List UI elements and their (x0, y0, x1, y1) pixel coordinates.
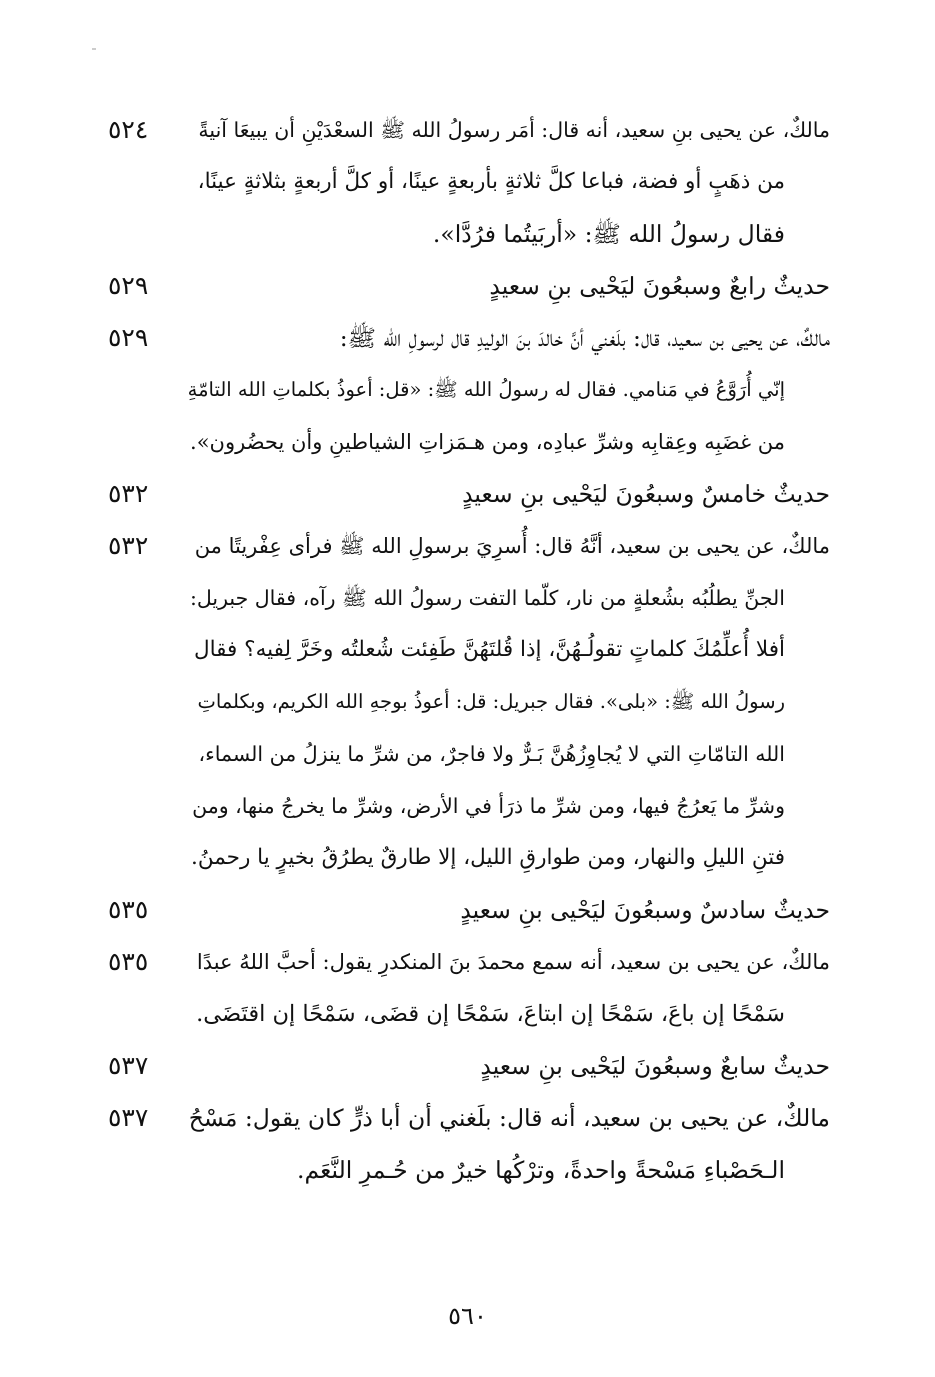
heading-text (188, 1040, 830, 1092)
text-line: إنّي أُرَوَّعُ في مَنامي. فقال له رسولُ الله ﷺ: «قل: أعوذُ بكلماتِ الله التامّةِ (188, 378, 785, 401)
heading-line: حديثٌ سابعٌ وسبعُونَ ليَحْيى بنِ سعيدٍ (480, 1052, 830, 1080)
hadith-paragraph (108, 312, 830, 468)
text-line: رسولُ الله ﷺ: «بلى». فقال جبريل: قل: أعوذُ بوجهِ الله الكريم، وبكلماتِ (197, 690, 785, 713)
text-line: سَمْحًا إن باعَ، سَمْحًا إن ابتاعَ، سَمْحًا إن قضَى، سَمْحًا إن اقتَضَى. (196, 1001, 785, 1027)
hadith-text (188, 104, 830, 260)
heading-number: ٥٢٩ (108, 271, 149, 300)
hadith-paragraph (108, 936, 830, 1040)
hadith-number: ٥٣٢ (108, 531, 149, 560)
text-line: الجنِّ يطلُبُه بشُعلةٍ من نار، كلّما التفت رسولُ الله ﷺ رآه، فقال جبريل: (189, 586, 785, 610)
hadith-number: ٥٢٤ (108, 115, 149, 144)
hadith-number: ٥٣٧ (108, 1103, 149, 1132)
heading-line: حديثٌ رابعٌ وسبعُونَ ليَحْيى بنِ سعيدٍ (489, 272, 830, 300)
section-heading (108, 260, 830, 312)
text-line: مالكٌ، عن يحيى بن سعيد، أنه قال: بلَغني أن أبا ذرٍّ كان يقول: مَسْحُ (188, 1104, 830, 1132)
text-line: الـحَصْباءِ مَسْحةً واحدةً، وترْكُها خيرٌ من حُـمرِ النَّعَم. (297, 1156, 785, 1184)
text-line: من ذهَبٍ أو فضة، فباعا كلَّ ثلاثةٍ بأربعةٍ عينًا، أو كلَّ أربعةٍ بثلاثةٍ عينًا، (197, 169, 785, 194)
hadith-text (188, 520, 830, 884)
heading-number: ٥٣٥ (108, 895, 149, 924)
scan-mark (92, 48, 96, 50)
heading-text (188, 260, 830, 312)
section-heading (108, 1040, 830, 1092)
hadith-text (188, 1092, 830, 1196)
section-heading (108, 468, 830, 520)
hadith-number: ٥٣٥ (108, 947, 149, 976)
text-line: مالكٌ، عن يحيى بن سعيد، أنَّهُ قال: أُسرِيَ برسولِ الله ﷺ فرأى عِفْريتًا من (194, 534, 830, 558)
heading-number: ٥٣٢ (108, 479, 149, 508)
text-line: أفلا أُعلِّمُكَ كلماتٍ تقولُـهُنَّ، إذا قُلتَهُنَّ طَفِئت شُعلتُه وخَرَّ لِفيه؟ فقال (194, 637, 785, 662)
heading-text (188, 468, 830, 520)
hadith-number: ٥٢٩ (108, 323, 149, 352)
hadith-paragraph (108, 1092, 830, 1196)
heading-text (188, 884, 830, 936)
hadith-text (188, 936, 830, 1040)
heading-line: حديثٌ خامسٌ وسبعُونَ ليَحْيى بنِ سعيدٍ (462, 480, 830, 508)
text-line: فتنِ الليلِ والنهار، ومن طوارقِ الليل، إلا طارقٌ يطرُقُ بخيرٍ يا رحمنُ. (191, 845, 785, 870)
text-line: فقال رسولُ الله ﷺ: «أربَيتُما فرُدَّا». (432, 220, 785, 248)
text-line: مالكٌ، عن يحيى بن سعيد، أنه سمع محمدَ بنَ المنكدرِ يقول: أحبَّ اللهُ عبدًا (196, 950, 830, 974)
text-line: مالكٌ، عن يحيى بن سعيد، قال: بلَغني أنَّ خالدَ بنَ الوليدِ قال لرسولِ الله ﷺ: (339, 324, 830, 352)
text-line: من غضَبِه وعِقابِه وشرِّ عبادِه، ومن هـمَزاتِ الشياطينِ وأن يحضُرون». (190, 430, 785, 454)
hadith-paragraph (108, 520, 830, 884)
heading-line: حديثٌ سادسٌ وسبعُونَ ليَحْيى بنِ سعيدٍ (460, 896, 830, 924)
text-line: مالكٌ، عن يحيى بنِ سعيد، أنه قال: أمَر رسولُ الله ﷺ السعْدَيْنِ أن يبيعَا آنيةً (198, 118, 830, 142)
section-heading (108, 884, 830, 936)
text-line: وشرِّ ما يَعرُجُ فيها، ومن شرِّ ما ذرَأ في الأرض، وشرِّ ما يخرجُ منها، ومن (192, 794, 785, 818)
page-number: ٥٦٠ (448, 1302, 487, 1330)
heading-number: ٥٣٧ (108, 1051, 149, 1080)
hadith-text (188, 312, 830, 468)
text-line: الله التامّاتِ التي لا يُجاوِزُهُنَّ بَـرٌّ ولا فاجرٌ، من شرِّ ما ينزلُ من السماء، (198, 742, 785, 766)
hadith-paragraph (108, 104, 830, 260)
